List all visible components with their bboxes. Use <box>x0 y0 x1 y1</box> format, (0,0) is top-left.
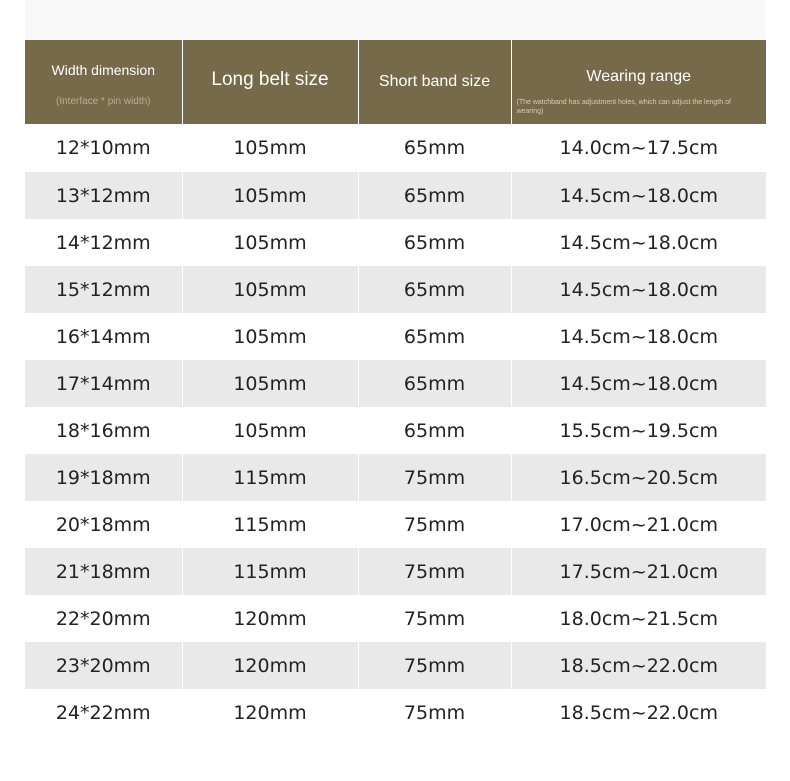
short-band-cell: 65mm <box>358 313 511 360</box>
short-band-cell: 65mm <box>358 219 511 266</box>
header-width-dimension <box>25 40 182 124</box>
long-belt-cell: 115mm <box>182 454 358 501</box>
wearing-range-cell: 14.5cm~18.0cm <box>511 219 766 266</box>
long-belt-cell: 105mm <box>182 407 358 454</box>
wearing-range-cell: 14.0cm~17.5cm <box>511 124 766 172</box>
wearing-range-cell: 14.5cm~18.0cm <box>511 360 766 407</box>
width-cell: 19*18mm <box>25 454 182 501</box>
wearing-range-cell: 17.0cm~21.0cm <box>511 501 766 548</box>
table-row <box>25 454 766 501</box>
width-cell: 23*20mm <box>25 642 182 689</box>
short-band-cell: 65mm <box>358 360 511 407</box>
header-short-band-size <box>358 40 511 124</box>
short-band-cell: 75mm <box>358 595 511 642</box>
long-belt-cell: 105mm <box>182 219 358 266</box>
long-belt-cell: 105mm <box>182 124 358 172</box>
short-band-cell: 75mm <box>358 454 511 501</box>
short-band-cell: 75mm <box>358 689 511 736</box>
short-band-cell: 65mm <box>358 124 511 172</box>
long-belt-cell: 105mm <box>182 360 358 407</box>
wearing-range-cell: 15.5cm~19.5cm <box>511 407 766 454</box>
table-row <box>25 501 766 548</box>
long-belt-cell: 115mm <box>182 548 358 595</box>
wearing-range-cell: 14.5cm~18.0cm <box>511 266 766 313</box>
long-belt-cell: 105mm <box>182 172 358 219</box>
header-range-label: Wearing range <box>586 68 692 85</box>
table-body <box>25 124 766 736</box>
short-band-cell: 75mm <box>358 642 511 689</box>
header-width-sublabel: (Interface * pin width) <box>56 95 151 107</box>
header-long-label: Long belt size <box>211 69 329 90</box>
table-row <box>25 172 766 219</box>
header-long-belt-size <box>182 40 358 124</box>
long-belt-cell: 105mm <box>182 313 358 360</box>
table-row <box>25 360 766 407</box>
width-cell: 22*20mm <box>25 595 182 642</box>
width-cell: 21*18mm <box>25 548 182 595</box>
table-header <box>25 40 766 124</box>
wearing-range-cell: 16.5cm~20.5cm <box>511 454 766 501</box>
wearing-range-cell: 14.5cm~18.0cm <box>511 313 766 360</box>
size-chart-table <box>25 40 766 736</box>
width-cell: 24*22mm <box>25 689 182 736</box>
width-cell: 17*14mm <box>25 360 182 407</box>
wearing-range-cell: 14.5cm~18.0cm <box>511 172 766 219</box>
header-width-label: Width dimension <box>51 61 155 78</box>
width-cell: 12*10mm <box>25 124 182 172</box>
top-band <box>25 0 766 40</box>
table-row <box>25 689 766 736</box>
short-band-cell: 75mm <box>358 501 511 548</box>
table-row <box>25 313 766 360</box>
table-row <box>25 407 766 454</box>
short-band-cell: 75mm <box>358 548 511 595</box>
table-row <box>25 124 766 172</box>
table-row <box>25 595 766 642</box>
header-wearing-range <box>511 40 766 124</box>
short-band-cell: 65mm <box>358 172 511 219</box>
width-cell: 18*16mm <box>25 407 182 454</box>
wearing-range-cell: 18.5cm~22.0cm <box>511 689 766 736</box>
header-range-note: (The watchband has adjustment holes, which can adjust the length of wearing) <box>516 99 731 115</box>
long-belt-cell: 105mm <box>182 266 358 313</box>
table-row <box>25 548 766 595</box>
table-row <box>25 219 766 266</box>
wearing-range-cell: 17.5cm~21.0cm <box>511 548 766 595</box>
header-short-label: Short band size <box>378 73 491 90</box>
table-row <box>25 642 766 689</box>
long-belt-cell: 120mm <box>182 595 358 642</box>
width-cell: 13*12mm <box>25 172 182 219</box>
long-belt-cell: 115mm <box>182 501 358 548</box>
header-row <box>25 40 766 124</box>
short-band-cell: 65mm <box>358 266 511 313</box>
width-cell: 16*14mm <box>25 313 182 360</box>
short-band-cell: 65mm <box>358 407 511 454</box>
long-belt-cell: 120mm <box>182 642 358 689</box>
width-cell: 14*12mm <box>25 219 182 266</box>
width-cell: 15*12mm <box>25 266 182 313</box>
long-belt-cell: 120mm <box>182 689 358 736</box>
table-row <box>25 266 766 313</box>
wearing-range-cell: 18.5cm~22.0cm <box>511 642 766 689</box>
wearing-range-cell: 18.0cm~21.5cm <box>511 595 766 642</box>
width-cell: 20*18mm <box>25 501 182 548</box>
